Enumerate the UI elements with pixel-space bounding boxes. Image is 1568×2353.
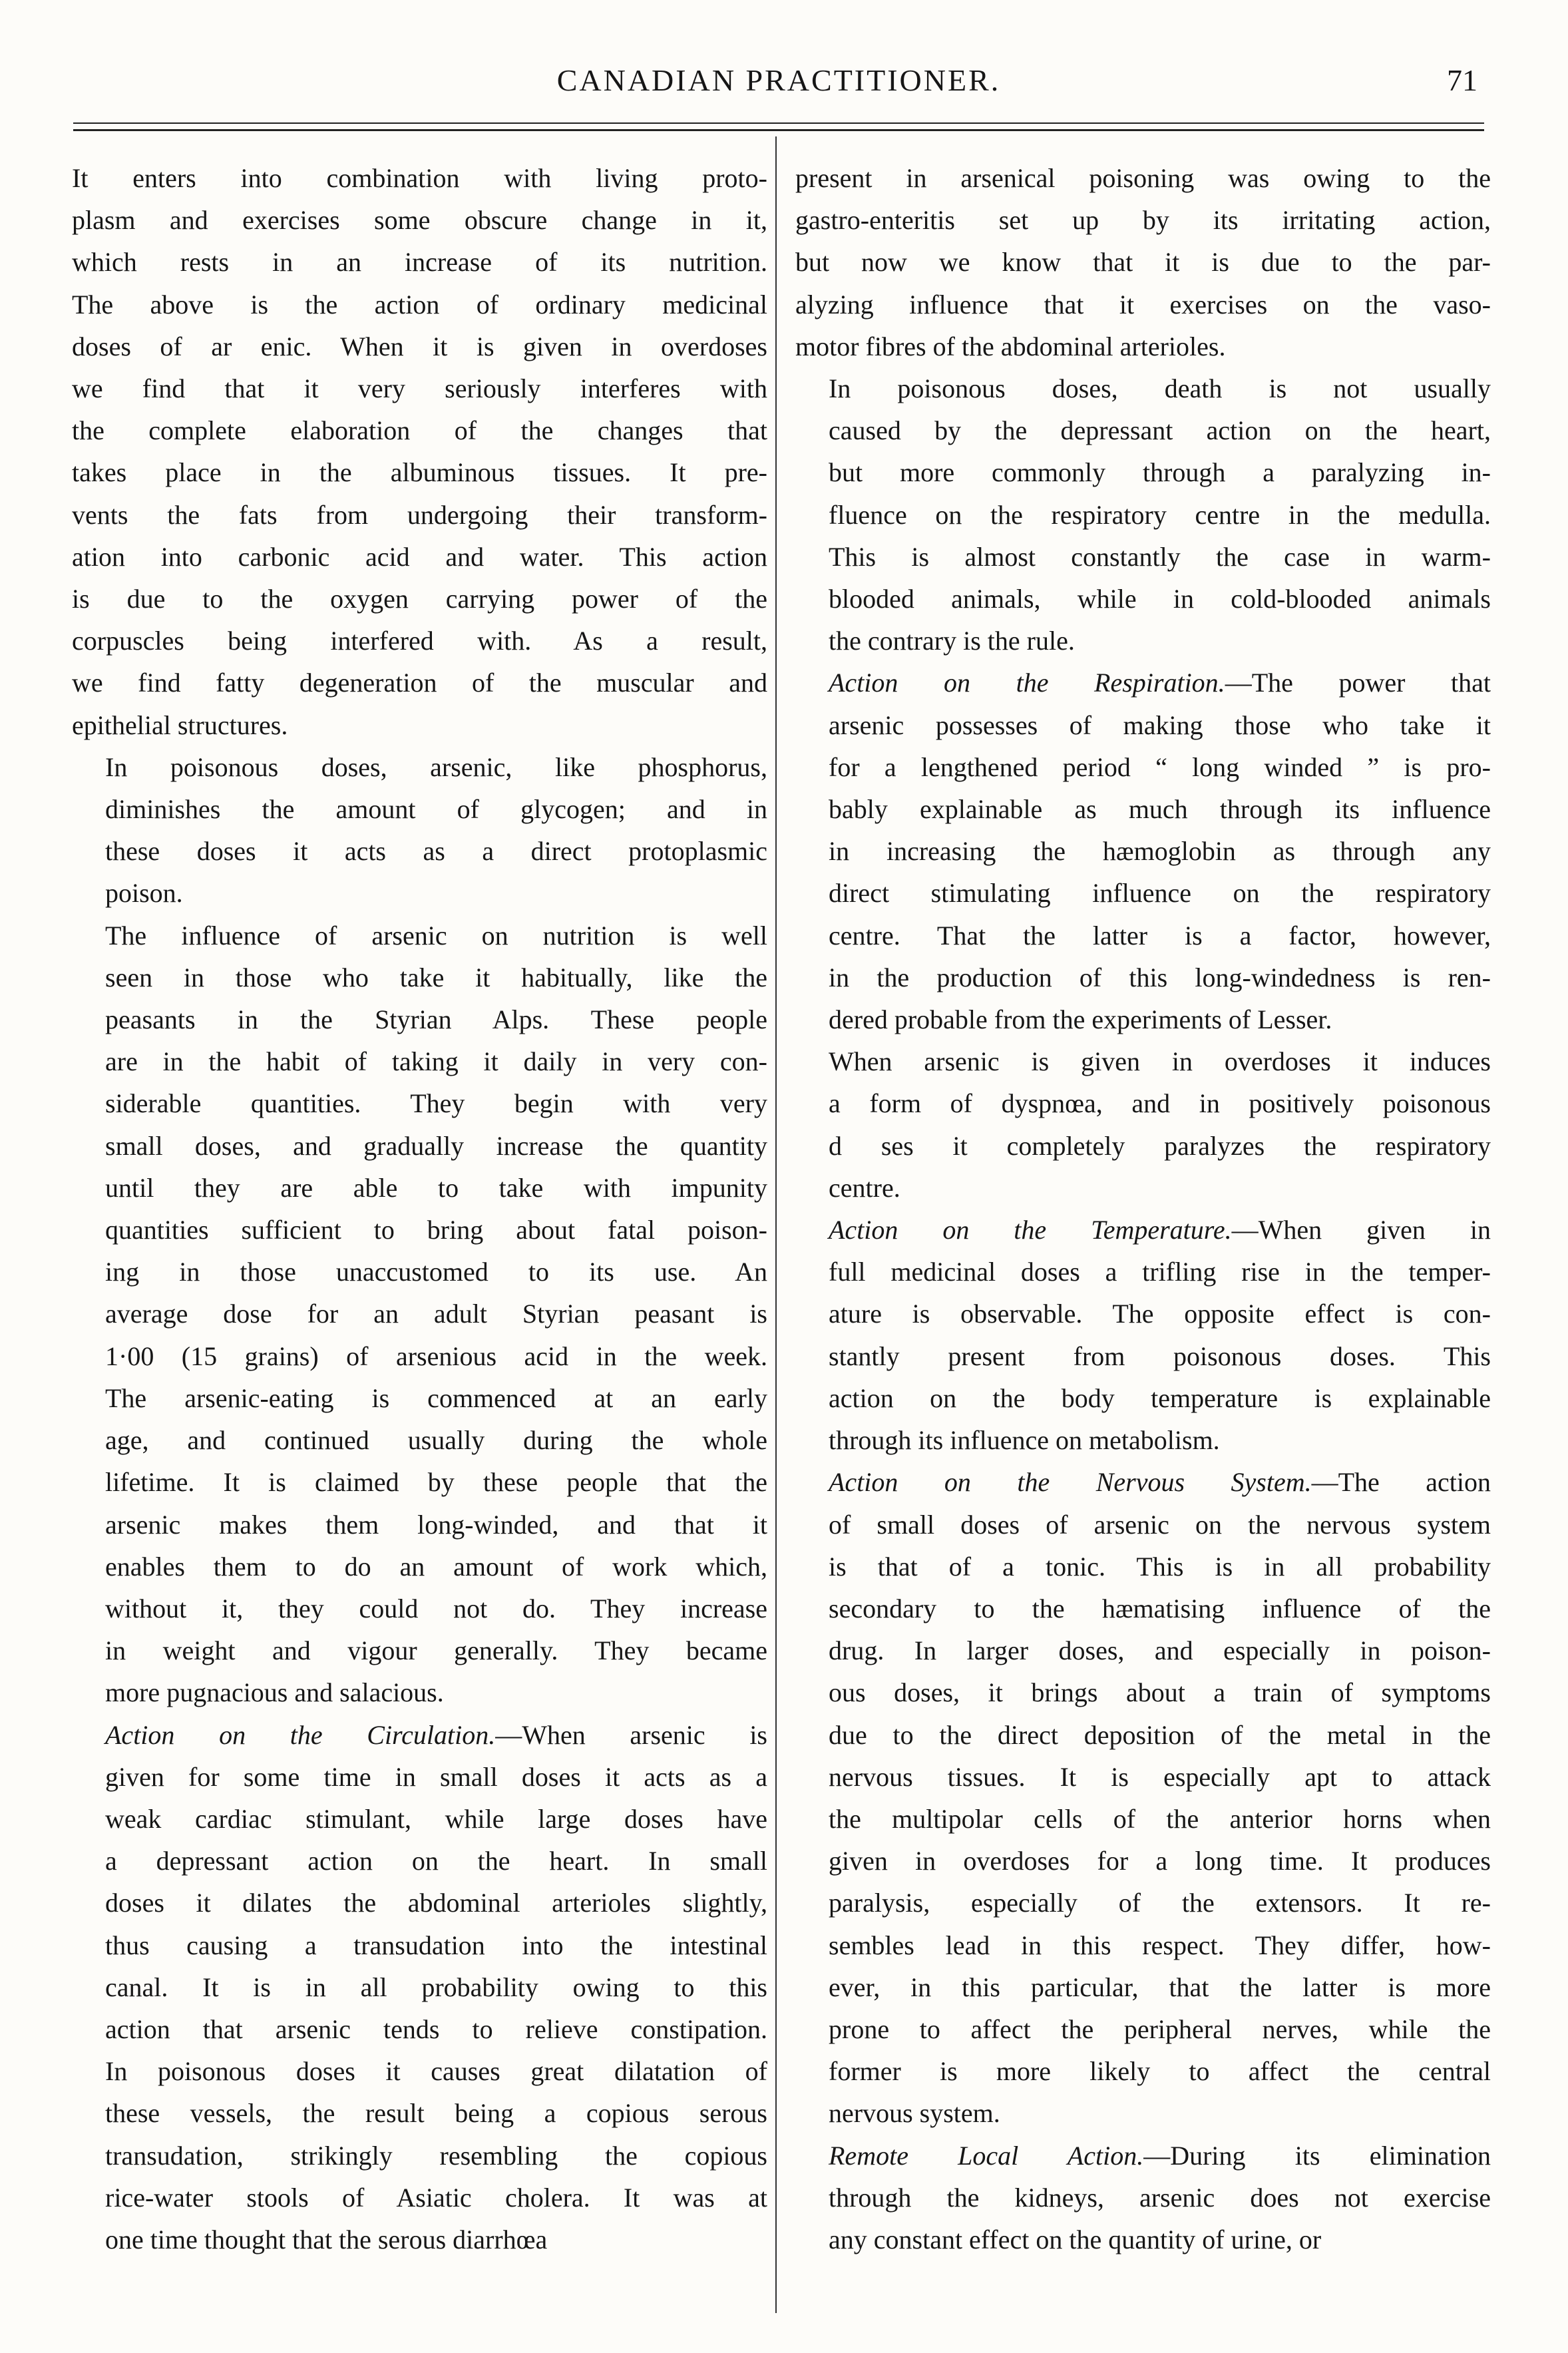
paragraph-styrian-peasants [72,915,767,1714]
paragraph-death-respiratory [795,367,1491,662]
text-line: arsenic possesses of making those who take it [829,710,1491,740]
text-line: ation into carbonic acid and water. This action [72,541,767,572]
text-line: In poisonous doses it causes great dilatation of [105,2056,767,2087]
paragraph-first-line [795,2135,1491,2177]
text-line: doses it dilates the abdominal arterioles slightly, [105,1888,767,1918]
paragraph-body [795,1251,1491,1461]
text-line: but now we know that it is due to the par- [795,247,1491,278]
paragraph-circulation [72,1714,767,2261]
heading-line-rest: —The action [1311,1467,1491,1498]
text-line: alyzing influence that it exercises on the vaso- [795,289,1491,320]
text-line: This is almost constantly the case in warm- [829,541,1491,572]
right-column [795,157,1491,2260]
column-divider [775,136,777,2313]
text-line: we find fatty degeneration of the muscular and [72,668,767,698]
paragraph-respiration [795,662,1491,1040]
paragraph-dyspnoea [795,1040,1491,1209]
running-head [73,57,1484,104]
text-line: lifetime. It is claimed by these people that the [105,1467,767,1498]
text-line: the complete elaboration of the changes that [72,415,767,446]
text-line: siderable quantities. They begin with very [105,1088,767,1119]
paragraph-first-line [795,1461,1491,1503]
section-heading-remote-local-action: Remote Local Action. [829,2140,1144,2171]
text-line: In poisonous doses, death is not usually [829,373,1491,404]
text-line: plasm and exercises some obscure change in it, [72,205,767,236]
text-line: bably explainable as much through its influence [829,794,1491,825]
text-line: motor fibres of the abdominal arterioles. [795,331,1226,361]
text-line: but more commonly through a paralyzing in- [829,457,1491,488]
paragraph-body [72,1756,767,2260]
header-rule-thick [73,129,1484,131]
text-line: is due to the oxygen carrying power of the [72,584,767,614]
text-line: caused by the depressant action on the heart, [829,415,1491,446]
text-line: ing in those unaccustomed to its use. An [105,1257,767,1287]
text-line: dered probable from the experiments of Lesser. [829,1004,1332,1035]
paragraph-gastro-enteritis [795,157,1491,367]
paragraph-body [795,2177,1491,2260]
text-line: due to the direct deposition of the metal in the [829,1719,1491,1750]
text-line: until they are able to take with impunity [105,1172,767,1203]
section-heading-circulation: Action on the Circulation. [105,1719,496,1750]
text-line: prone to affect the peripheral nerves, while the [829,2014,1491,2044]
text-line: fluence on the respiratory centre in the medulla. [829,499,1491,530]
text-line: age, and continued usually during the whole [105,1425,767,1456]
text-line: ever, in this particular, that the latter is more [829,1972,1491,2002]
text-line: poison. [105,878,183,909]
text-line: vents the fats from undergoing their transform- [72,499,767,530]
paragraph-body [795,704,1491,1041]
text-line: ature is observable. The opposite effect is con- [829,1299,1491,1329]
text-line: these vessels, the result being a copious serous [105,2098,767,2129]
text-line: sembles lead in this respect. They differ, how- [829,1930,1491,1960]
text-line: more pugnacious and salacious. [105,1677,444,1708]
section-heading-temperature: Action on the Temperature. [829,1215,1232,1245]
paragraph-poisonous-doses-glycogen [72,746,767,915]
section-heading-respiration: Action on the Respiration. [829,668,1225,698]
text-line: former is more likely to affect the central [829,2056,1491,2087]
text-line: full medicinal doses a trifling rise in the temper- [829,1257,1491,1287]
text-line: small doses, and gradually increase the quantity [105,1130,767,1161]
text-line: transudation, strikingly resembling the copious [105,2140,767,2171]
section-heading-nervous-system: Action on the Nervous System. [829,1467,1312,1498]
text-line: nervous system. [829,2098,1000,2129]
paragraph-temperature [795,1209,1491,1461]
text-line: direct stimulating influence on the respiratory [829,878,1491,909]
text-line: a depressant action on the heart. In small [105,1846,767,1876]
text-line: one time thought that the serous diarrhœa [105,2224,548,2254]
text-line: in weight and vigour generally. They became [105,1635,767,1666]
text-line: When arsenic is given in overdoses it induces [829,1046,1491,1077]
heading-line-rest: —The power that [1225,668,1491,698]
journal-title: CANADIAN PRACTITIONER. [556,63,1001,97]
text-line: secondary to the hæmatising influence of the [829,1593,1491,1623]
page-number: 71 [1447,63,1477,97]
text-line: through the kidneys, arsenic does not exercise [829,2182,1491,2213]
text-line: stantly present from poisonous doses. This [829,1341,1491,1371]
text-line: enables them to do an amount of work which, [105,1551,767,1582]
text-line: d ses it completely paralyzes the respiratory [829,1130,1491,1161]
text-line: through its influence on metabolism. [829,1425,1220,1456]
text-line: The above is the action of ordinary medicinal [72,289,767,320]
text-line: action on the body temperature is explainable [829,1383,1491,1413]
text-line: in the production of this long-windedness is ren- [829,962,1491,992]
paragraph-first-line [795,1209,1491,1251]
text-line: of small doses of arsenic on the nervous system [829,1509,1491,1540]
text-line: centre. That the latter is a factor, however, [829,920,1491,951]
paragraph-remote-local-action [795,2135,1491,2261]
text-line: without it, they could not do. They increase [105,1593,767,1623]
text-line: is that of a tonic. This is in all probability [829,1551,1491,1582]
text-line: action that arsenic tends to relieve constipation. [105,2014,767,2044]
paragraph-first-line [795,662,1491,704]
text-line: any constant effect on the quantity of urine, or [829,2224,1322,2254]
heading-line-rest: —During its elimination [1143,2140,1491,2171]
text-line: peasants in the Styrian Alps. These people [105,1004,767,1035]
heading-line-rest: —When arsenic is [495,1719,768,1750]
text-line: drug. In larger doses, and especially in poison- [829,1635,1491,1666]
text-line: ous doses, it brings about a train of symptoms [829,1677,1491,1708]
text-line: It enters into combination with living proto- [72,163,767,193]
text-line: blooded animals, while in cold-blooded animals [829,584,1491,614]
header-rule-thin [73,122,1484,124]
left-column [72,157,767,2260]
text-line: quantities sufficient to bring about fatal poison- [105,1215,767,1245]
text-line: In poisonous doses, arsenic, like phosphorus, [105,751,767,782]
text-line: arsenic makes them long-winded, and that it [105,1509,767,1540]
text-line: The arsenic-eating is commenced at an early [105,1383,767,1413]
text-line: seen in those who take it habitually, like the [105,962,767,992]
text-line: we find that it very seriously interferes with [72,373,767,404]
paragraph-first-line [72,1714,767,1756]
text-line: takes place in the albuminous tissues. It pre- [72,457,767,488]
text-line: present in arsenical poisoning was owing to the [795,163,1491,193]
text-line: canal. It is in all probability owing to this [105,1972,767,2002]
text-line: diminishes the amount of glycogen; and in [105,794,767,825]
text-line: weak cardiac stimulant, while large doses have [105,1803,767,1834]
text-line: gastro-enteritis set up by its irritating action, [795,205,1491,236]
text-line: the multipolar cells of the anterior horns when [829,1803,1491,1834]
text-line: paralysis, especially of the extensors. It re- [829,1888,1491,1918]
text-line: rice-water stools of Asiatic cholera. It was at [105,2182,767,2213]
text-line: 1·00 (15 grains) of arsenious acid in the week. [105,1341,767,1371]
text-line: given for some time in small doses it acts as a [105,1761,767,1792]
paragraph-protoplasm [72,157,767,746]
text-line: The influence of arsenic on nutrition is well [105,920,767,951]
text-line: centre. [829,1172,900,1203]
paragraph-nervous-system [795,1461,1491,2134]
text-line: epithelial structures. [72,710,288,740]
text-line: in increasing the hæmoglobin as through any [829,836,1491,867]
text-line: thus causing a transudation into the intestinal [105,1930,767,1960]
text-line: are in the habit of taking it daily in very con- [105,1046,767,1077]
text-line: a form of dyspnœa, and in positively poisonous [829,1088,1491,1119]
text-line: which rests in an increase of its nutrition. [72,247,767,278]
text-line: average dose for an adult Styrian peasant is [105,1299,767,1329]
text-line: for a lengthened period “ long winded ” is pro- [829,751,1491,782]
text-line: the contrary is the rule. [829,626,1075,656]
paragraph-body [795,1504,1491,2135]
text-line: doses of ar enic. When it is given in overdoses [72,331,767,361]
text-line: given in overdoses for a long time. It produces [829,1846,1491,1876]
text-line: nervous tissues. It is especially apt to attack [829,1761,1491,1792]
text-line: these doses it acts as a direct protoplasmic [105,836,767,867]
heading-line-rest: —When given in [1231,1215,1491,1245]
text-line: corpuscles being interfered with. As a result, [72,626,767,656]
